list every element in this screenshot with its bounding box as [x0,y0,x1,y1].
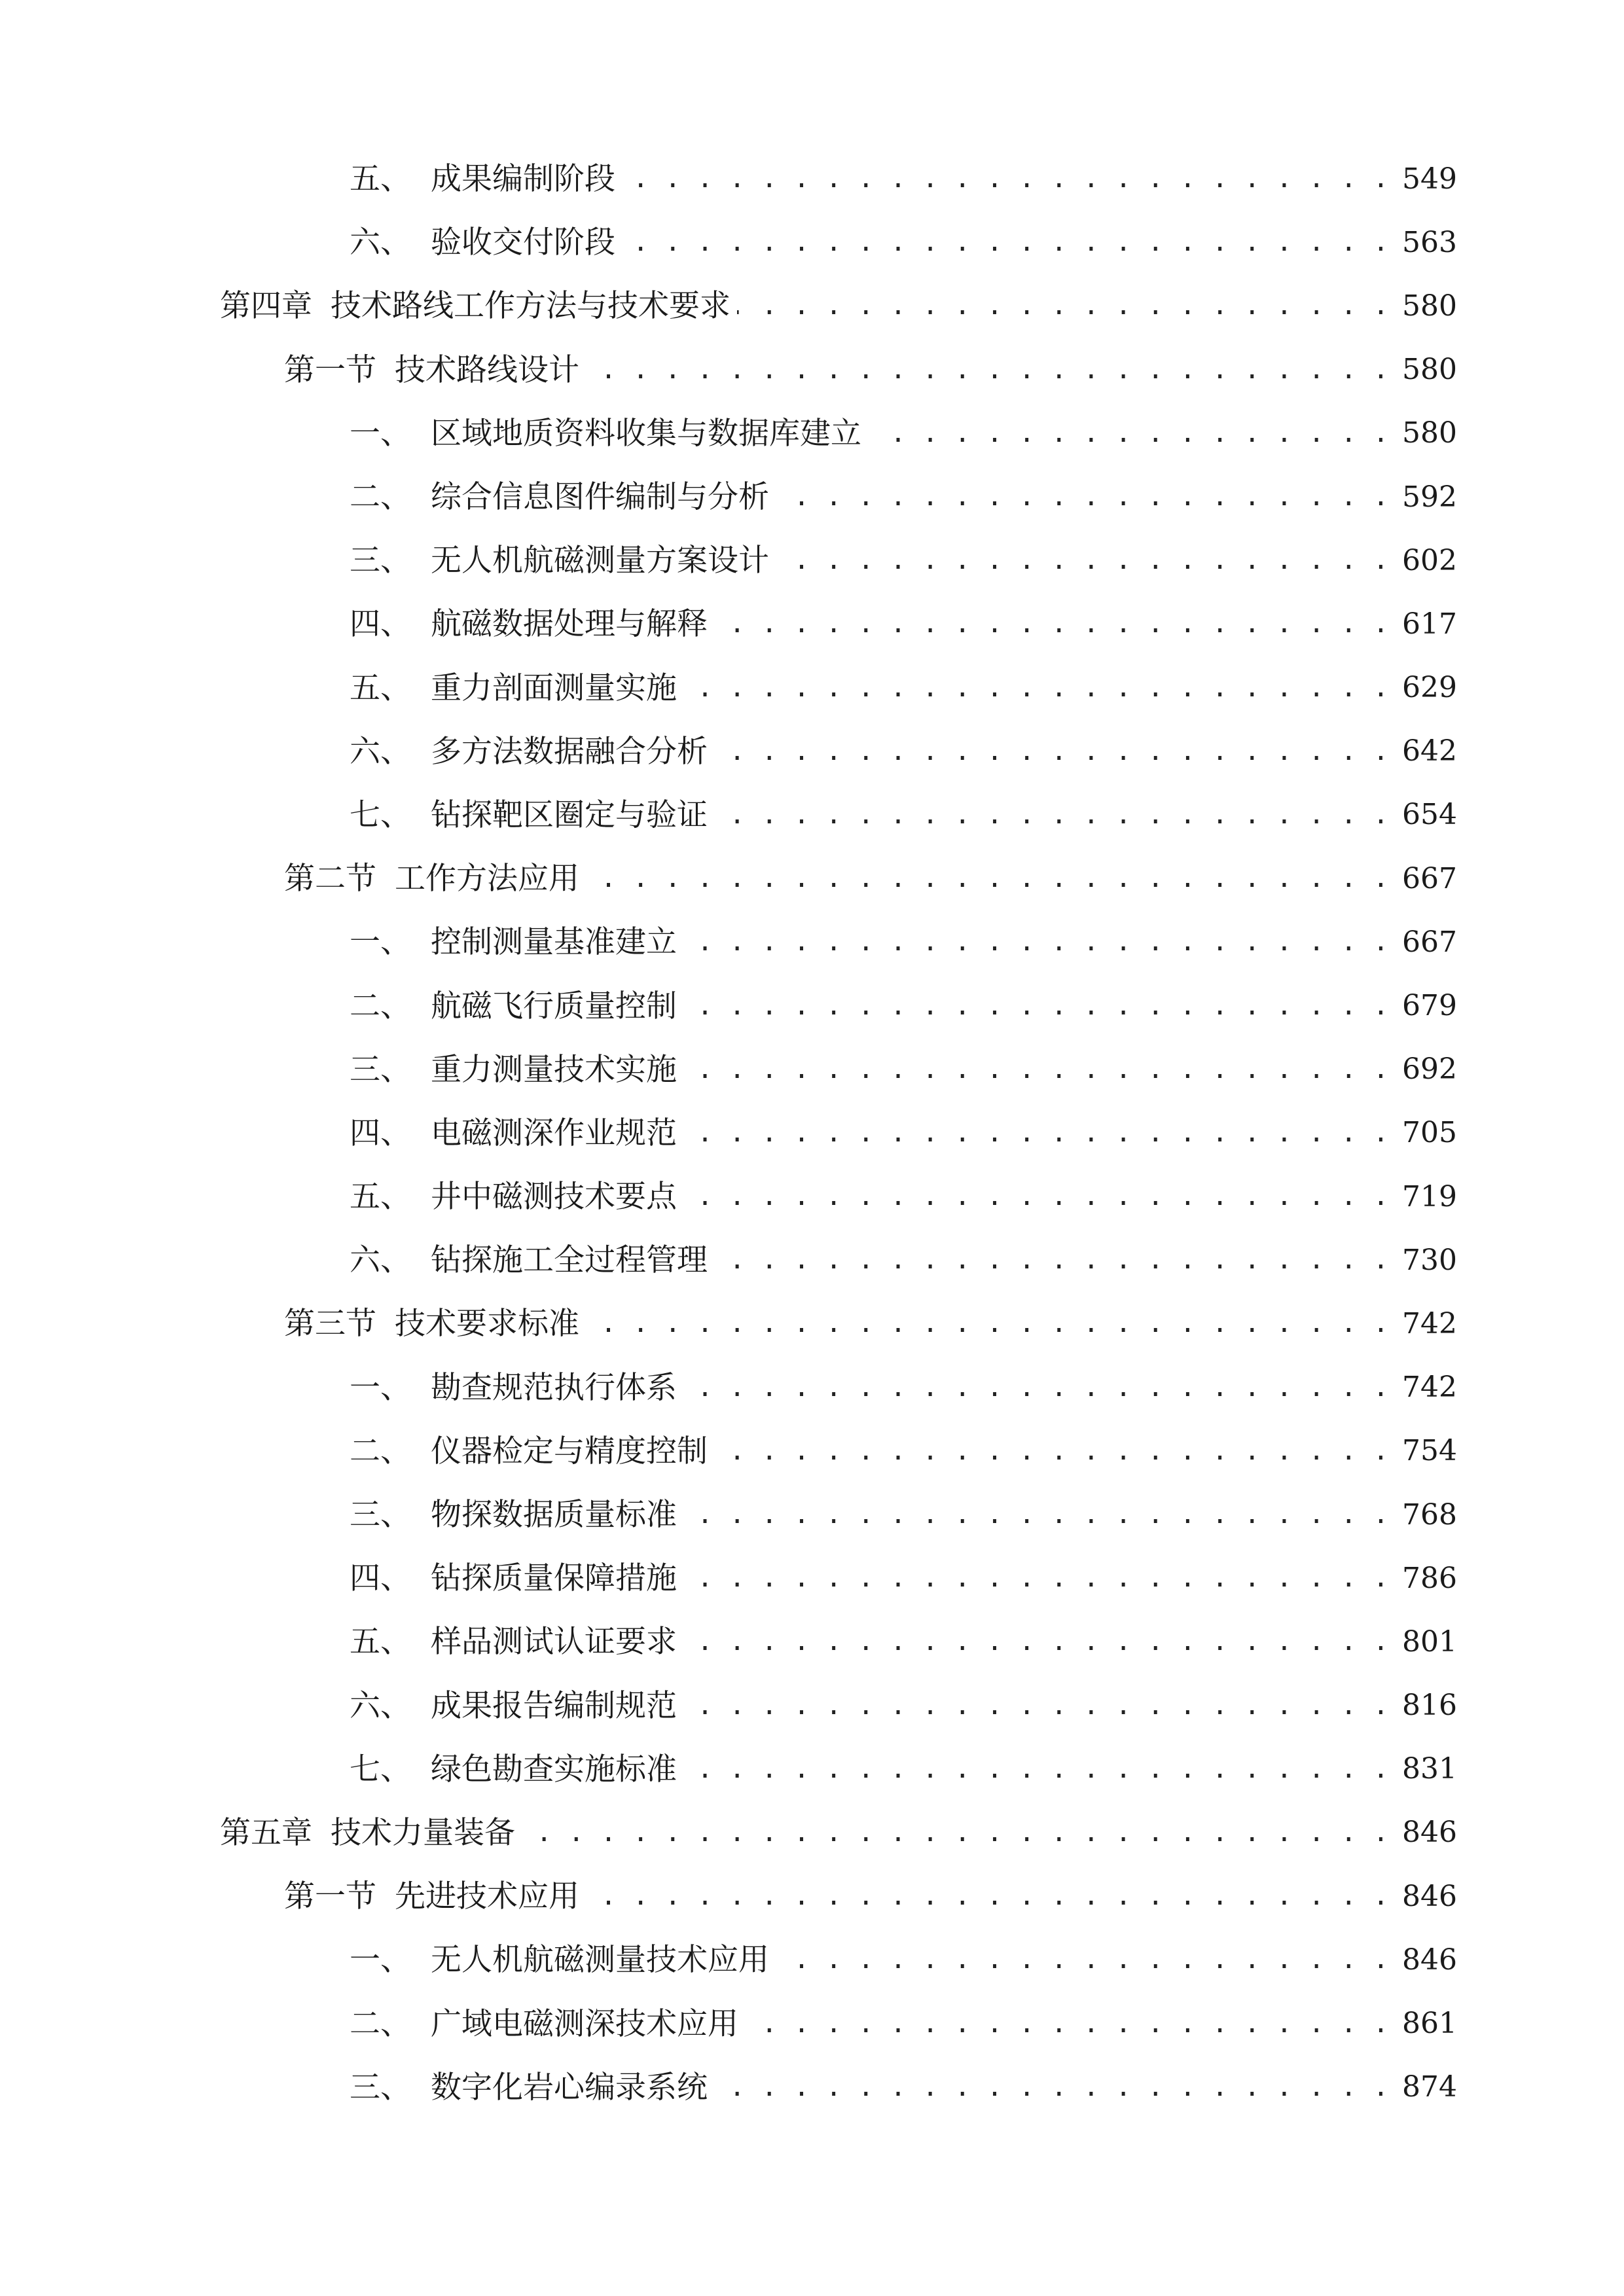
toc-entry-title: 仪器检定与精度控制 [431,1433,708,1469]
toc-entry-label [350,161,615,198]
toc-page-number: 742 [1402,1306,1457,1340]
toc-dot-leader [868,418,1389,449]
toc-entry-item[interactable] [0,402,1624,465]
toc-entry-label [220,288,731,325]
toc-page-number: 679 [1402,989,1457,1023]
toc-entry-label [284,861,579,897]
toc-entry-item[interactable] [0,211,1624,274]
toc-dot-leader [622,227,1389,258]
toc-entry-number: 一、 [350,924,411,961]
toc-entry-number: 二、 [350,479,411,516]
toc-dot-leader [683,1118,1389,1149]
toc-entry-item[interactable] [0,720,1624,783]
toc-entry-item[interactable] [0,147,1624,211]
toc-entry-label [350,988,677,1024]
toc-dot-leader [683,1499,1389,1530]
toc-entry-number: 六、 [350,1242,411,1279]
toc-entry-label [350,1687,677,1724]
toc-entry-number: 五、 [350,161,411,198]
toc-page-number: 580 [1402,416,1457,450]
toc-entry-title: 技术要求标准 [395,1306,579,1342]
toc-entry-item[interactable] [0,1356,1624,1420]
toc-dot-leader [683,673,1389,704]
toc-dot-leader [683,1626,1389,1657]
toc-entry-label [220,1814,515,1851]
toc-entry-label [350,224,615,261]
toc-dot-leader [745,2009,1389,2039]
toc-entry-label [350,479,769,516]
toc-entry-label [350,1942,769,1979]
toc-entry-label [350,2005,738,2042]
toc-entry-number: 第一节 [284,351,376,388]
toc-entry-title: 物探数据质量标准 [431,1497,677,1534]
toc-entry-title: 广域电磁测深技术应用 [431,2005,738,2042]
toc-dot-leader [776,482,1389,512]
toc-entry-number: 六、 [350,733,411,770]
toc-entry-section[interactable] [0,338,1624,402]
toc-entry-item[interactable] [0,1674,1624,1738]
toc-entry-item[interactable] [0,2056,1624,2119]
toc-entry-title: 综合信息图件编制与分析 [431,479,769,516]
toc-entry-number: 第三节 [284,1306,376,1342]
toc-entry-title: 技术力量装备 [331,1814,515,1851]
toc-dot-leader [683,1563,1389,1594]
toc-dot-leader [776,545,1389,576]
toc-page-number: 754 [1402,1434,1457,1468]
toc-dot-leader [714,800,1389,831]
toc-entry-label [350,733,708,770]
toc-page-number: 692 [1402,1052,1457,1086]
toc-entry-title: 电磁测深作业规范 [431,1115,677,1151]
toc-entry-item[interactable] [0,1483,1624,1547]
toc-page-number: 816 [1402,1689,1457,1723]
toc-entry-item[interactable] [0,1038,1624,1102]
toc-entry-label [350,1751,677,1787]
toc-page-number: 617 [1402,607,1457,641]
toc-entry-item[interactable] [0,1992,1624,2055]
toc-page-number: 861 [1402,2007,1457,2041]
toc-entry-title: 绿色勘查实施标准 [431,1751,677,1787]
table-of-contents [0,147,1624,2119]
toc-page-number: 629 [1402,671,1457,705]
toc-entry-label [350,1624,677,1660]
toc-entry-number: 四、 [350,1115,411,1151]
toc-entry-title: 工作方法应用 [395,861,579,897]
toc-entry-label [350,1051,677,1088]
toc-page-number: 742 [1402,1371,1457,1405]
toc-entry-number: 第四章 [220,288,312,325]
toc-page-number: 874 [1402,2070,1457,2104]
toc-entry-item[interactable] [0,656,1624,720]
toc-entry-title: 先进技术应用 [395,1878,579,1915]
toc-page-number: 549 [1402,162,1457,196]
toc-entry-title: 数字化岩心编录系统 [431,2069,708,2106]
toc-entry-section[interactable] [0,1865,1624,1928]
toc-entry-title: 重力测量技术实施 [431,1051,677,1088]
toc-entry-title: 控制测量基准建立 [431,924,677,961]
toc-entry-item[interactable] [0,592,1624,656]
toc-dot-leader [586,863,1389,894]
toc-entry-label [350,1369,677,1406]
toc-entry-label [350,1115,677,1151]
toc-page-number: 563 [1402,225,1457,259]
toc-entry-item[interactable] [0,1229,1624,1292]
toc-dot-leader [622,164,1389,194]
toc-entry-item[interactable] [0,1738,1624,1801]
toc-entry-title: 无人机航磁测量技术应用 [431,1942,769,1979]
toc-entry-title: 航磁数据处理与解释 [431,606,708,643]
toc-dot-leader [737,291,1389,321]
toc-entry-item[interactable] [0,1420,1624,1483]
toc-entry-title: 无人机航磁测量方案设计 [431,543,769,579]
toc-entry-title: 多方法数据融合分析 [431,733,708,770]
toc-entry-number: 七、 [350,1751,411,1787]
toc-dot-leader [683,927,1389,958]
toc-entry-title: 钻探靶区圈定与验证 [431,797,708,833]
toc-dot-leader [586,355,1389,386]
toc-dot-leader [522,1818,1389,1848]
toc-entry-label [350,415,861,452]
toc-entry-label [350,2069,708,2106]
toc-entry-label [350,1242,708,1279]
toc-dot-leader [714,1436,1389,1467]
toc-page-number: 786 [1402,1561,1457,1595]
toc-entry-number: 三、 [350,1497,411,1534]
toc-entry-title: 技术路线设计 [395,351,579,388]
toc-entry-number: 第五章 [220,1814,312,1851]
toc-dot-leader [714,2072,1389,2103]
toc-entry-number: 三、 [350,543,411,579]
toc-entry-title: 成果编制阶段 [431,161,615,198]
toc-page-number: 831 [1402,1752,1457,1786]
toc-entry-item[interactable] [0,1928,1624,1992]
toc-dot-leader [586,1881,1389,1912]
toc-entry-title: 航磁飞行质量控制 [431,988,677,1024]
toc-page-number: 592 [1402,480,1457,514]
toc-entry-label [350,606,708,643]
toc-entry-item[interactable] [0,465,1624,529]
toc-entry-title: 区域地质资料收集与数据库建立 [431,415,861,452]
toc-entry-item[interactable] [0,1165,1624,1229]
toc-entry-label [350,1433,708,1469]
toc-dot-leader [683,991,1389,1022]
toc-page-number: 602 [1402,543,1457,577]
toc-entry-number: 一、 [350,415,411,452]
toc-page-number: 580 [1402,289,1457,323]
toc-page-number: 730 [1402,1243,1457,1277]
toc-page-number: 719 [1402,1179,1457,1213]
toc-entry-title: 钻探质量保障措施 [431,1560,677,1597]
toc-page-number: 801 [1402,1624,1457,1659]
toc-entry-chapter[interactable] [0,274,1624,338]
toc-entry-chapter[interactable] [0,1801,1624,1865]
toc-entry-number: 一、 [350,1942,411,1979]
toc-entry-number: 四、 [350,1560,411,1597]
toc-page-number: 768 [1402,1498,1457,1532]
toc-entry-number: 三、 [350,1051,411,1088]
toc-dot-leader [683,1372,1389,1403]
toc-entry-label [350,1560,677,1597]
toc-dot-leader [714,1245,1389,1276]
toc-entry-item[interactable] [0,910,1624,974]
toc-entry-number: 六、 [350,1687,411,1724]
toc-entry-number: 四、 [350,606,411,643]
toc-entry-number: 五、 [350,1179,411,1215]
toc-entry-number: 第一节 [284,1878,376,1915]
toc-entry-item[interactable] [0,1610,1624,1674]
toc-entry-label [284,351,579,388]
toc-page-number: 705 [1402,1116,1457,1150]
toc-page-number: 667 [1402,925,1457,959]
toc-entry-label [284,1878,579,1915]
toc-entry-number: 五、 [350,1624,411,1660]
toc-entry-label [350,670,677,706]
toc-entry-number: 三、 [350,2069,411,2106]
toc-dot-leader [714,736,1389,767]
toc-page-number: 580 [1402,353,1457,387]
toc-entry-label [350,543,769,579]
toc-dot-leader [683,1754,1389,1785]
toc-entry-number: 二、 [350,988,411,1024]
toc-entry-number: 六、 [350,224,411,261]
toc-entry-title: 验收交付阶段 [431,224,615,261]
toc-dot-leader [683,1054,1389,1085]
toc-dot-leader [683,1181,1389,1212]
toc-entry-section[interactable] [0,847,1624,910]
toc-page-number: 846 [1402,1943,1457,1977]
toc-entry-number: 一、 [350,1369,411,1406]
toc-dot-leader [776,1945,1389,1975]
toc-entry-item[interactable] [0,974,1624,1037]
toc-dot-leader [714,609,1389,639]
toc-entry-number: 第二节 [284,861,376,897]
toc-entry-item[interactable] [0,783,1624,847]
toc-entry-title: 井中磁测技术要点 [431,1179,677,1215]
toc-entry-title: 重力剖面测量实施 [431,670,677,706]
toc-entry-number: 二、 [350,2005,411,2042]
toc-page-number: 667 [1402,861,1457,895]
toc-entry-section[interactable] [0,1292,1624,1355]
toc-entry-label [284,1306,579,1342]
toc-page-number: 642 [1402,734,1457,768]
toc-entry-number: 五、 [350,670,411,706]
toc-entry-title: 技术路线工作方法与技术要求 [331,288,731,325]
toc-entry-title: 样品测试认证要求 [431,1624,677,1660]
toc-entry-item[interactable] [0,1547,1624,1610]
toc-entry-number: 二、 [350,1433,411,1469]
toc-page-number: 846 [1402,1879,1457,1913]
toc-entry-label [350,924,677,961]
toc-entry-title: 成果报告编制规范 [431,1687,677,1724]
toc-entry-label [350,1179,677,1215]
toc-entry-number: 七、 [350,797,411,833]
toc-entry-title: 钻探施工全过程管理 [431,1242,708,1279]
toc-dot-leader [683,1691,1389,1721]
toc-dot-leader [586,1308,1389,1339]
toc-entry-item[interactable] [0,529,1624,592]
toc-entry-title: 勘查规范执行体系 [431,1369,677,1406]
toc-page-number: 846 [1402,1816,1457,1850]
toc-entry-label [350,797,708,833]
toc-entry-label [350,1497,677,1534]
toc-page-number: 654 [1402,798,1457,832]
toc-entry-item[interactable] [0,1102,1624,1165]
